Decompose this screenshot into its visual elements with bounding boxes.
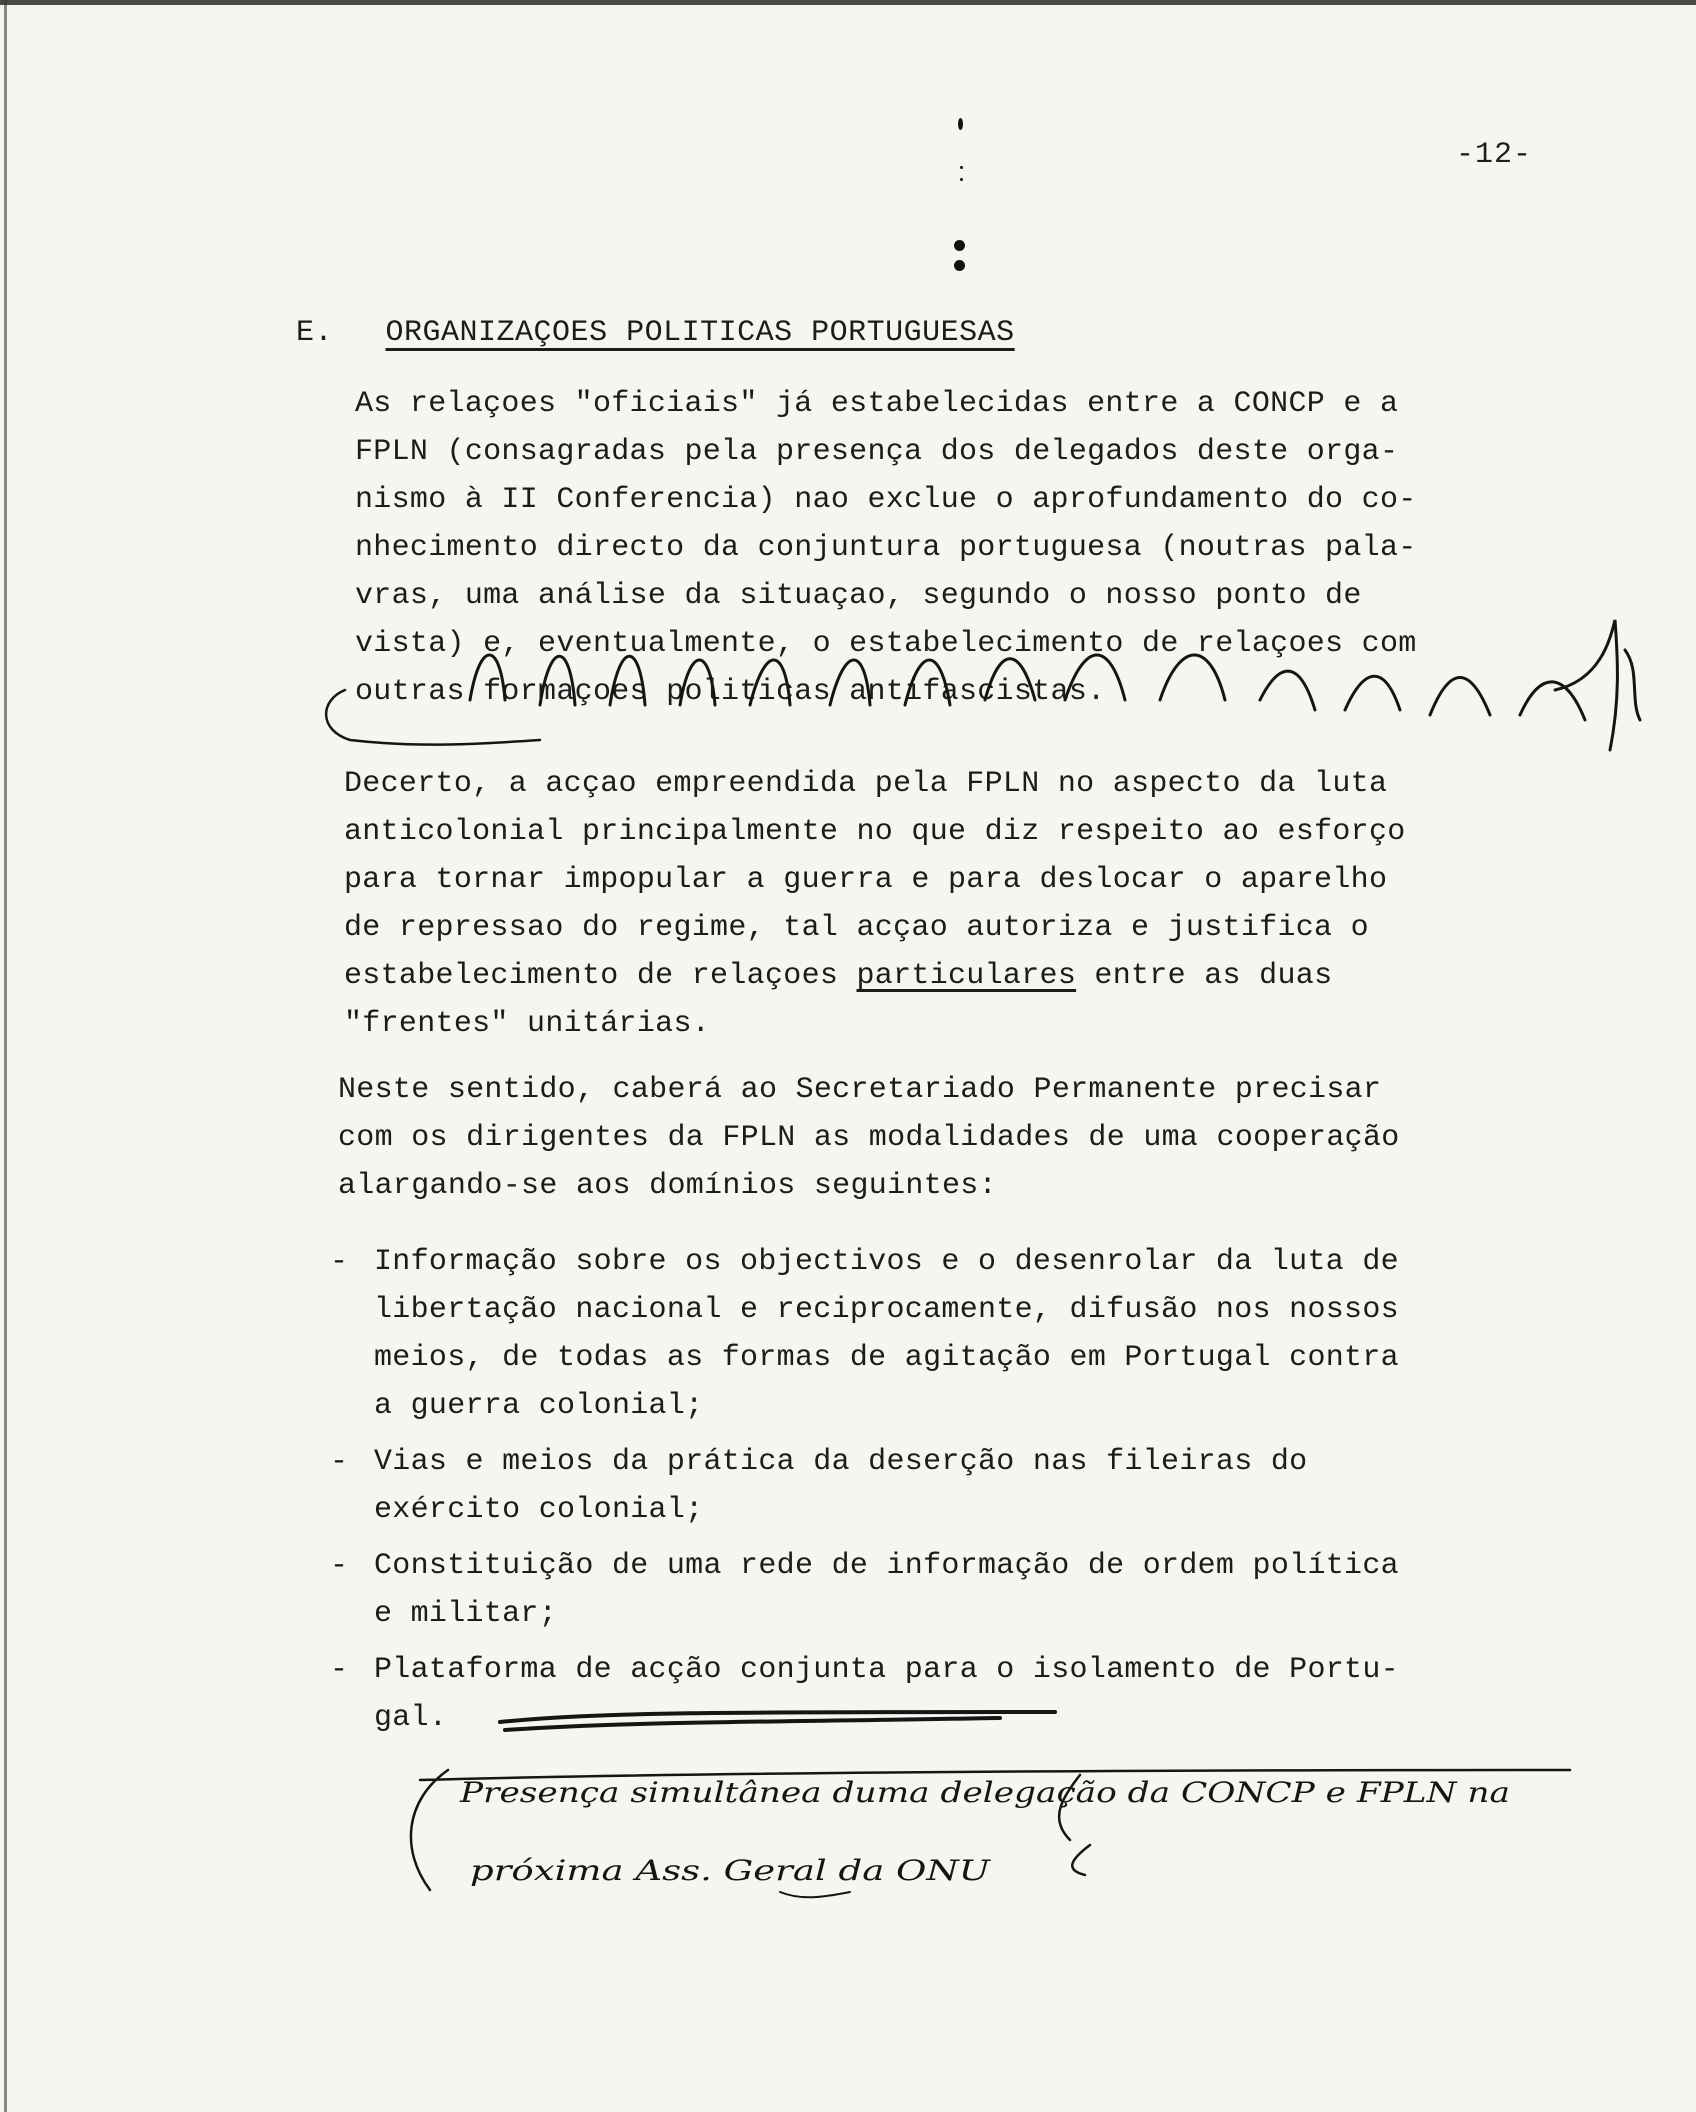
strike-scribble bbox=[470, 655, 1585, 720]
list-bullet: - bbox=[330, 1653, 349, 1687]
text-line: anticolonial principalmente no que diz respeito ao esforço bbox=[344, 815, 1406, 849]
text-line: nismo à II Conferencia) nao exclue o aprofundamento do co- bbox=[355, 483, 1417, 517]
text-line-struck: outras formaçoes politicas antifascistas. bbox=[355, 675, 1106, 709]
underlined-word: particulares bbox=[856, 959, 1077, 993]
text-line: As relaçoes "oficiais" já estabelecidas entre a CONCP e a bbox=[355, 387, 1399, 421]
list-bullet: - bbox=[330, 1245, 349, 1279]
text-span: estabelecimento de relaçoes bbox=[344, 959, 857, 993]
list-bullet: - bbox=[330, 1445, 349, 1479]
text-line: meios, de todas as formas de agitação em Portugal contra bbox=[374, 1341, 1399, 1375]
text-line: nhecimento directo da conjuntura portuguesa (noutras pala- bbox=[355, 531, 1417, 565]
text-line: de repressao do regime, tal acçao autoriza e justifica o bbox=[344, 911, 1369, 945]
text-line: vras, uma análise da situaçao, segundo o nosso ponto de bbox=[355, 579, 1362, 613]
text-line: a guerra colonial; bbox=[374, 1389, 704, 1423]
text-line: com os dirigentes da FPLN as modalidades de uma cooperação bbox=[338, 1121, 1400, 1155]
section-letter: E. bbox=[296, 316, 334, 350]
text-line: Plataforma de acção conjunta para o isolamento de Portu- bbox=[374, 1653, 1399, 1687]
text-line: FPLN (consagradas pela presença dos delegados deste orga- bbox=[355, 435, 1399, 469]
strike-swirl bbox=[1555, 620, 1640, 750]
text-line-struck: vista) e, eventualmente, o estabelecimento de relaçoes com bbox=[355, 627, 1417, 661]
strike-scribble-gal bbox=[500, 1712, 1055, 1730]
text-line: e militar; bbox=[374, 1597, 558, 1631]
handwritten-note-line2: próxima Ass. Geral da ONU bbox=[470, 1854, 992, 1887]
text-line: Neste sentido, caberá ao Secretariado Permanente precisar bbox=[338, 1073, 1382, 1107]
text-span: entre as duas bbox=[1076, 959, 1333, 993]
text-line: libertação nacional e reciprocamente, difusão nos nossos bbox=[374, 1293, 1399, 1327]
text-line: Decerto, a acçao empreendida pela FPLN no aspecto da luta bbox=[344, 767, 1388, 801]
strike-bracket bbox=[326, 690, 540, 745]
text-line: gal. bbox=[374, 1701, 448, 1735]
text-line: Constituição de uma rede de informação de ordem política bbox=[374, 1549, 1399, 1583]
handwritten-note-line1: Presença simultânea duma delegação da CONCP e FPLN na bbox=[458, 1776, 1511, 1809]
note-underline bbox=[780, 1892, 850, 1897]
text-line: "frentes" unitárias. bbox=[344, 1007, 711, 1041]
text-line: exército colonial; bbox=[374, 1493, 704, 1527]
text-line: alargando-se aos domínios seguintes: bbox=[338, 1169, 997, 1203]
page-number: -12- bbox=[1455, 138, 1532, 172]
section-title: ORGANIZAÇOES POLITICAS PORTUGUESAS bbox=[385, 316, 1015, 350]
text-line: para tornar impopular a guerra e para deslocar o aparelho bbox=[344, 863, 1388, 897]
list-bullet: - bbox=[330, 1549, 349, 1583]
text-line: Vias e meios da prática da deserção nas fileiras do bbox=[374, 1445, 1308, 1479]
text-line: Informação sobre os objectivos e o desenrolar da luta de bbox=[374, 1245, 1399, 1279]
